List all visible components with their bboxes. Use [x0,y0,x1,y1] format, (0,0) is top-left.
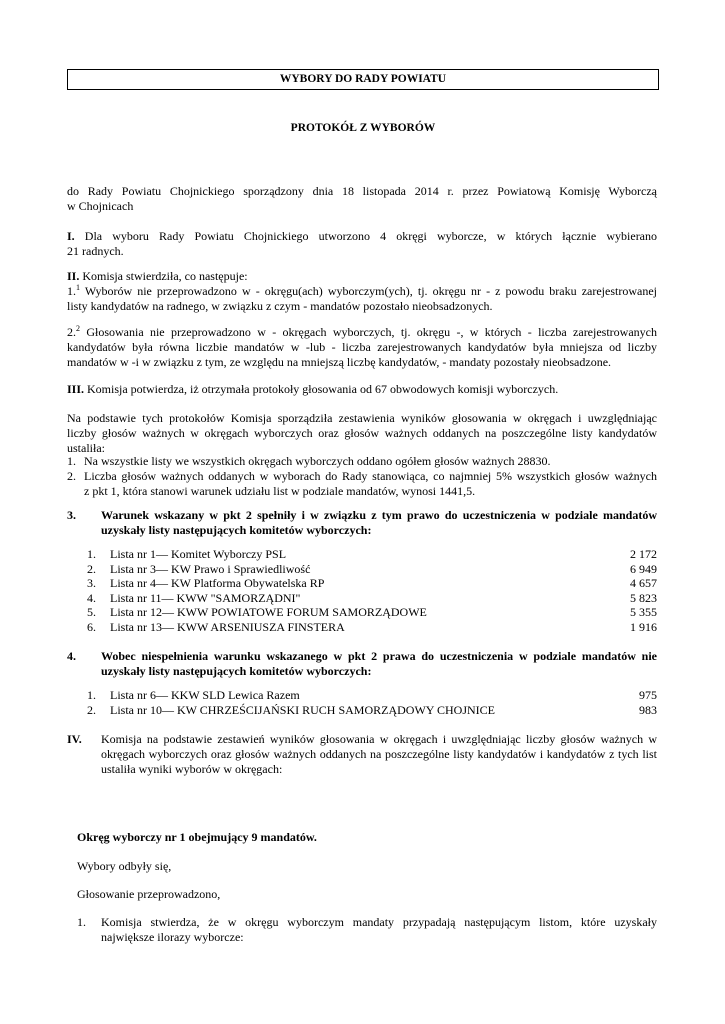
section-3-label: III. [67,382,85,396]
district-voting: Głosowanie przeprowadzono, [77,887,221,901]
section-2-p1-number: 1. [67,284,76,298]
section-2-label: II. [67,269,80,283]
point-4-line: uzyskały listy następujących komitetów wyborczych: [101,664,372,678]
qualified-list-row-number: 4. [87,590,96,605]
nonqualified-list-row-number: 1. [87,688,96,702]
document-header-title: WYBORY DO RADY POWIATU [279,73,447,85]
qualified-list-row-name: Lista nr 13— KWW ARSENIUSZA FINSTERA [110,620,345,634]
basis-item-text: Na wszystkie listy we wszystkich okręgach wyborczych oddano ogółem głosów ważnych 28830. [84,454,551,468]
protocol-title: PROTOKÓŁ Z WYBORÓW [290,122,436,134]
basis-line: liczby głosów ważnych w okręgach wyborczych oraz głosów ważnych oddanych na poszczególne listy kandydatów [67,426,657,440]
qualified-list-row-number: 1. [87,547,96,561]
qualified-list-row-name: Lista nr 11— KWW "SAMORZĄDNI" [110,590,301,605]
point-3-line: uzyskały listy następujących komitetów wyborczych: [101,523,372,537]
section-2-p2-number: 2. [67,325,76,339]
qualified-list-row-votes: 5 823 [630,590,657,605]
basis-line: ustaliła: [67,441,105,455]
nonqualified-list-row-votes: 975 [639,688,657,702]
qualified-list-row [87,591,657,606]
qualified-list-row-votes: 4 657 [630,576,657,591]
qualified-list-row-name: Lista nr 12— KWW POWIATOWE FORUM SAMORZĄDOWE [110,605,427,620]
point-3 [67,508,657,538]
basis-item-2 [67,469,657,499]
point-4 [67,649,657,679]
district-held: Wybory odbyły się, [77,859,172,873]
section-2-p2-line: Głosowania nie przeprowadzono w - okręgach wyborczych, tj. okręgu -, w których - liczba zarejestrowanych [86,325,657,339]
qualified-list-row-number: 6. [87,620,96,634]
section-1-label: I. [67,229,75,243]
qualified-list-row-votes: 6 949 [630,561,657,576]
section-4-label: IV. [67,732,82,746]
basis-item-1 [67,454,657,469]
section-2-heading: Komisja stwierdziła, co następuje: [82,269,248,283]
point-4-number: 4. [67,649,76,663]
qualified-list-row-number: 2. [87,561,96,576]
qualified-list-row [87,547,657,562]
basis-item-number: 2. [67,469,76,483]
section-2-p1-line: Wyborów nie przeprowadzono w - okręgu(ach) wyborczym(ych), tj. okręgu nr - z powodu braku zarejestrowanej [84,284,657,298]
intro-paragraph [67,184,657,214]
qualified-list-row [87,562,657,577]
point-3-line: Warunek wskazany w pkt 2 spełniły i w związku z tym prawo do uczestniczenia w podziale mandatów [101,508,657,522]
section-1-line: Dla wyboru Rady Powiatu Chojnickiego utworzono 4 okręgi wyborcze, w których łącznie wybierano [84,229,658,243]
intro-line: w Chojnicach [67,199,134,213]
nonqualified-list-row [87,688,657,703]
footnote-ref-1: 1 [76,283,80,292]
district-item-number: 1. [77,915,86,929]
section-2-p2-line: mandatów w -i w związku z tym, ze względu na mniejszą liczbę kandydatów, - mandaty pozostały nieobsadzone. [67,355,612,369]
qualified-list-row [87,605,657,620]
nonqualified-list-row-number: 2. [87,702,96,717]
nonqualified-list-row-votes: 983 [639,702,657,717]
qualified-list-row-votes: 1 916 [630,620,657,634]
qualified-list-row-votes: 2 172 [630,547,657,561]
point-4-line: Wobec niespełnienia warunku wskazanego w pkt 2 prawa do uczestniczenia w podziale mandatów nie [101,649,657,663]
nonqualified-list-row-name: Lista nr 6— KKW SLD Lewica Razem [110,688,300,702]
intro-line: do Rady Powiatu Chojnickiego sporządzony dnia 18 listopada 2014 r. przez Powiatową Komisję Wyborczą [67,184,657,198]
section-3 [67,382,657,397]
qualified-list-row [87,576,657,591]
nonqualified-list-row [87,703,657,718]
section-2-p1-line: listy kandydatów na radnego, w związku z czym - mandatów pozostało nieobsadzonych. [67,299,493,313]
qualified-list-row-name: Lista nr 1— Komitet Wyborczy PSL [110,547,287,561]
qualified-list-row-number: 5. [87,605,96,620]
section-2-p2 [67,325,657,370]
section-3-text: Komisja potwierdza, iż otrzymała protokoły głosowania od 67 obwodowych komisji wyborczych. [87,382,559,396]
basis-line: Na podstawie tych protokołów Komisja sporządziła zestawienia wyników głosowania w okręgach i uwzględniając [67,411,657,425]
section-1-line: 21 radnych. [67,244,124,258]
basis-paragraph [67,411,657,456]
section-4-line: Komisja na podstawie zestawień wyników głosowania w okręgach i uwzględniając liczby głosów ważnych w [101,732,657,746]
footnote-ref-2: 2 [76,324,80,333]
section-1 [67,229,657,259]
document-header-box [67,69,659,90]
basis-item-text: z pkt 1, która stanowi warunek udziału list w podziale mandatów, wynosi 1441,5. [84,484,476,498]
district-item-line: największe ilorazy wyborcze: [101,930,244,944]
section-2-p2-line: kandydatów była równa liczbie mandatów w -lub - liczba zarejestrowanych kandydatów była mniejsza od liczby [67,340,657,354]
basis-item-number: 1. [67,454,76,468]
section-4-line: ustaliła wyniki wyborów w okręgach: [101,762,283,776]
section-4 [67,732,657,777]
district-item-line: Komisja stwierdza, że w okręgu wyborczym mandaty przypadają następującym listom, które uzyskały [101,915,657,929]
section-2 [67,269,657,314]
qualified-list-row-name: Lista nr 4— KW Platforma Obywatelska RP [110,576,325,591]
point-3-number: 3. [67,508,76,522]
qualified-list-row-number: 3. [87,576,96,591]
district-item-1 [77,915,657,945]
nonqualified-list-row-name: Lista nr 10— KW CHRZEŚCIJAŃSKI RUCH SAMORZĄDOWY CHOJNICE [110,702,496,717]
section-4-line: okręgach wyborczych oraz głosów ważnych oddanych na poszczególne listy kandydatów i kandydatów z tych list [101,747,657,761]
district-heading: Okręg wyborczy nr 1 obejmujący 9 mandatów. [77,830,317,844]
qualified-list-row-name: Lista nr 3— KW Prawo i Sprawiedliwość [110,561,311,576]
basis-item-text: Liczba głosów ważnych oddanych w wyborach do Rady stanowiąca, co najmniej 5% wszystkich głosów ważnych [84,469,657,483]
qualified-list-row-votes: 5 355 [630,605,657,620]
qualified-list-row [87,620,657,635]
